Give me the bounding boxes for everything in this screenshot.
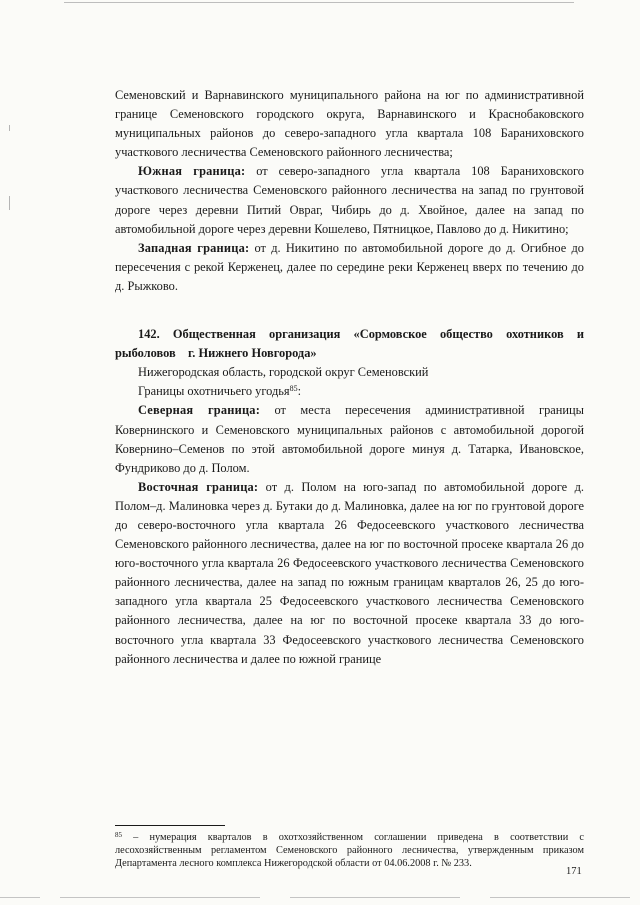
north-border-label: Северная граница: [138,403,261,418]
section-gap [115,296,584,325]
north-border-paragraph [115,401,584,477]
scan-speck [9,125,10,131]
borders-heading-colon: : [297,384,302,399]
top-scan-line [64,2,574,3]
footnote-separator [115,825,225,826]
section-region: Нижегородская область, городской округ Семеновский [138,365,429,380]
footnote [115,829,584,871]
east-border-text: от д. Полом на юго-запад по автомобильной дороге д. Полом–д. Малиновка через д. Бутаки до д. Малиновка, далее на юг по грунтовой дороге до северо-восточного угла квартала 26 Федосеевского участкового лесничества Семеновского районного лесничества, далее на юг по восточной просеке квартала 26 до юго-восточного угла квартала 26 Федосеевского участкового лесничества Семеновского районного лесничества, далее на запад по южным границам кварталов 26, 25 до юго-западного угла квартала 25 Федосеевского участкового лесничества Семеновского районного лесничества, далее на юг по восточной просеке квартала 33 до юго-восточного угла квартала 33 Федосеевского участкового лесничества Семеновского районного лесничества и далее по южной границе [115,479,584,666]
east-border-paragraph [115,478,584,669]
south-border-paragraph [115,162,584,238]
section-title-text: 142. Общественная организация «Сормовское общество охотников и рыболовов г. Нижнего Новгорода» [115,327,588,361]
footnote-text: – нумерация кварталов в охотхозяйственном соглашении приведена в соответствии с лесохозяйственным регламентом Семеновского районного лесничества, утвержденным приказом Департамента лесного комплекса Нижегородской области от 04.06.2008 г. № 233. [115,832,584,870]
bottom-scan-line [60,897,260,898]
borders-heading [115,382,584,401]
section-title [115,325,588,363]
bottom-scan-line [0,897,40,898]
footnote-reference: 85 [289,384,298,394]
scan-speck [9,196,10,210]
north-border-text: от места пересечения административной границы Ковернинского и Семеновского муниципальных районов с автомобильной дорогой Ковернино–Семенов по этой автомобильной дороге минуя д. Татарка, Ивановское, Фундриково до д. Полом. [115,403,584,475]
south-border-text: от северо-западного угла квартала 108 Бараниховского участкового лесничества Семеновского районного лесничества на запад по грунтовой дороге через деревни Питий Овраг, Чибирь до д. Хвойное, далее на запад по автомобильной дороге через деревни Кошелево, Пятницкое, Павлово до д. Никитино; [115,164,584,236]
west-border-label: Западная граница: [138,240,250,255]
west-border-text: от д. Никитино по автомобильной дороге до д. Огибное до пересечения с рекой Керженец, далее по середине реки Керженец вверх по течению до д. Рыжково. [115,240,584,293]
bottom-scan-line [490,897,630,898]
east-border-label: Восточная граница: [138,479,259,494]
footnote-number: 85 [115,831,122,839]
document-body [115,86,588,669]
south-border-label: Южная граница: [138,164,246,179]
intro-paragraph: Семеновский и Варнавинского муниципального района на юг по административной границе Семеновского городского округа, Варнавинского и Краснобаковского муниципальных районов до северо-западного угла квартала 108 Бараниховского участкового лесничества Семеновского районного лесничества; [115,88,584,160]
west-border-paragraph [115,239,584,296]
borders-heading-text: Границы охотничьего угодья [138,384,290,399]
page-number: 171 [566,866,582,877]
bottom-scan-line [290,897,460,898]
